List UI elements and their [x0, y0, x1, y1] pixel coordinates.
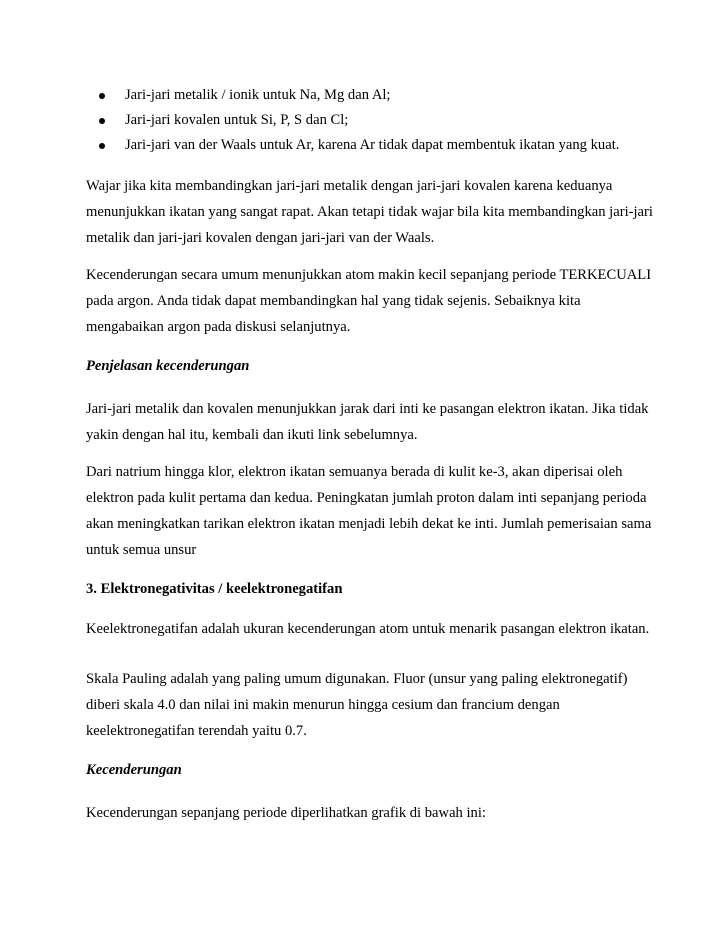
list-item-text: Jari-jari van der Waals untuk Ar, karena Ar tidak dapat membentuk ikatan yang kuat. [125, 137, 620, 153]
text-line: elektron pada kulit pertama dan kedua. Peningkatan jumlah proton dalam inti sepanjang perioda [86, 490, 647, 506]
section-heading: Kecenderungan [86, 762, 182, 778]
paragraph-pauling-scale [86, 666, 656, 744]
text-line: Keelektronegatifan adalah ukuran kecenderungan atom untuk menarik pasangan elektron ikatan. [86, 621, 650, 637]
paragraph-comparison [86, 173, 656, 251]
text-line: Kecenderungan sepanjang periode diperlihatkan grafik di bawah ini: [86, 805, 486, 821]
bullet-icon [99, 143, 105, 149]
text-line: Wajar jika kita membandingkan jari-jari metalik dengan jari-jari kovalen karena keduanya [86, 178, 613, 194]
text-line: metalik dan jari-jari kovalen dengan jari-jari van der Waals. [86, 230, 435, 246]
text-line: Kecenderungan secara umum menunjukkan atom makin kecil sepanjang periode TERKECUALI [86, 267, 652, 283]
text-line: Jari-jari metalik dan kovalen menunjukkan jarak dari inti ke pasangan elektron ikatan. Jika tidak [86, 401, 649, 417]
list-item [96, 133, 619, 158]
list-item-text: Jari-jari metalik / ionik untuk Na, Mg dan Al; [125, 87, 391, 103]
paragraph-definition [86, 616, 656, 642]
section-heading: Penjelasan kecenderungan [86, 358, 250, 374]
paragraph-shielding [86, 459, 656, 563]
text-line: keelektronegatifan terendah yaitu 0.7. [86, 723, 307, 739]
bullet-icon [99, 93, 105, 99]
text-line: pada argon. Anda tidak dapat membandingkan hal yang tidak sejenis. Sebaiknya kita [86, 293, 581, 309]
list-item [96, 108, 619, 133]
section-heading: 3. Elektronegativitas / keelektronegatifan [86, 581, 343, 597]
text-line: mengabaikan argon pada diskusi selanjutnya. [86, 319, 351, 335]
text-line: akan meningkatkan tarikan elektron ikatan menjadi lebih dekat ke inti. Jumlah pemerisaian sama [86, 516, 652, 532]
text-line: Dari natrium hingga klor, elektron ikatan semuanya berada di kulit ke-3, akan diperisai oleh [86, 464, 623, 480]
paragraph-trend [86, 262, 656, 340]
bullet-list [96, 83, 619, 158]
paragraph-radius-explanation [86, 396, 656, 448]
text-line: yakin dengan hal itu, kembali dan ikuti link sebelumnya. [86, 427, 418, 443]
list-item-text: Jari-jari kovalen untuk Si, P, S dan Cl; [125, 112, 349, 128]
bullet-icon [99, 118, 105, 124]
paragraph-graph-intro [86, 800, 656, 826]
text-line: menunjukkan ikatan yang sangat rapat. Akan tetapi tidak wajar bila kita membandingkan jari-jari [86, 204, 653, 220]
text-line: untuk semua unsur [86, 542, 197, 558]
list-item [96, 83, 619, 108]
text-line: diberi skala 4.0 dan nilai ini makin menurun hingga cesium dan francium dengan [86, 697, 560, 713]
text-line: Skala Pauling adalah yang paling umum digunakan. Fluor (unsur yang paling elektronegatif) [86, 671, 628, 687]
